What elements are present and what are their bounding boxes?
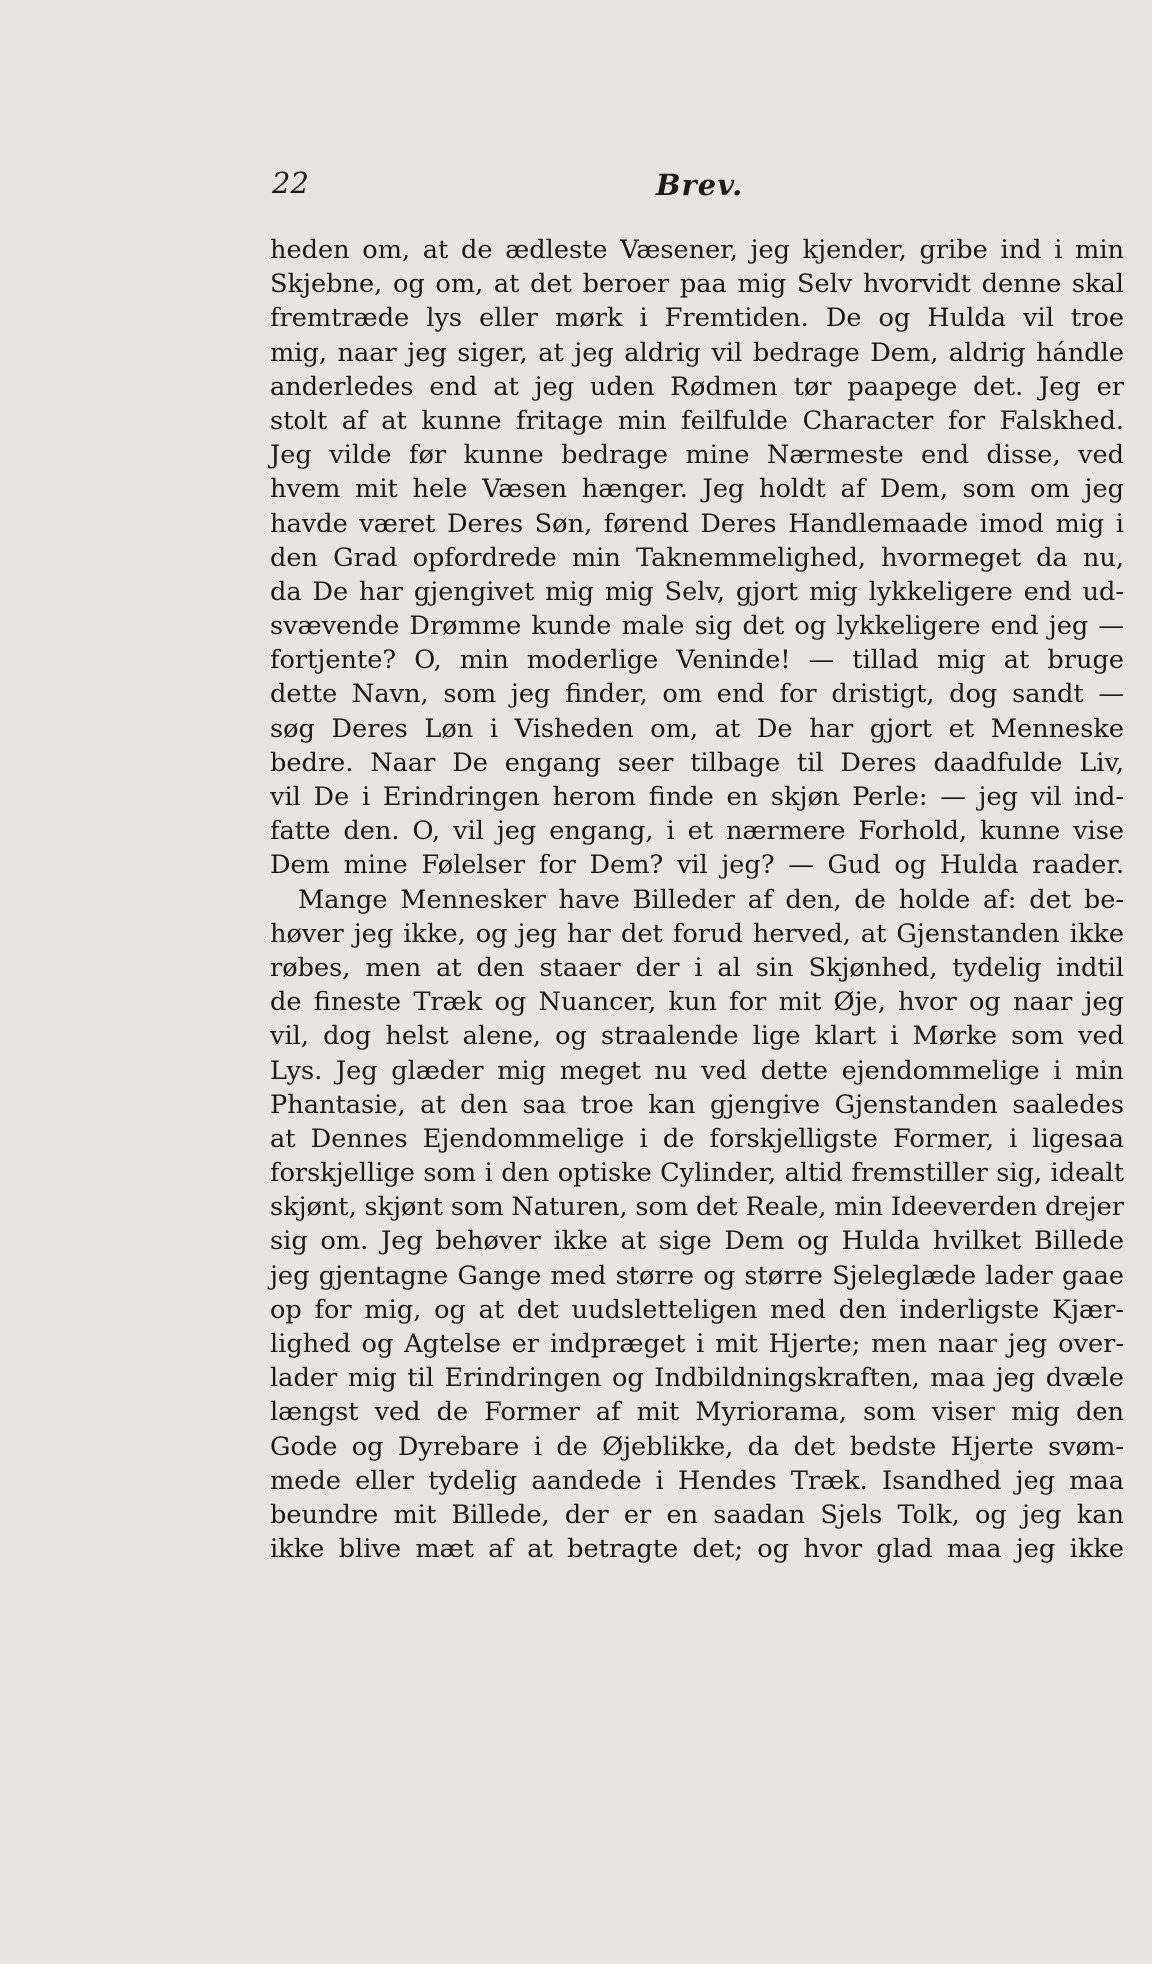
text-line: vil De i Erindringen herom finde en skjøn Perle: — jeg vil ind- bbox=[270, 782, 1124, 812]
text-line: Phantasie, at den saa troe kan gjengive Gjenstanden saaledes bbox=[270, 1089, 1124, 1120]
text-line: Dem mine Følelser for Dem? vil jeg? — Gud og Hulda raader. bbox=[270, 850, 1124, 881]
text-line: at Dennes Ejendommelige i de forskjelligste Former, i ligesaa bbox=[270, 1123, 1124, 1154]
text-line: svævende Drømme kunde male sig det og lykkeligere end jeg — bbox=[270, 611, 1124, 642]
body-text bbox=[270, 233, 1124, 1566]
text-line: Gode og Dyrebare i de Øjeblikke, da det bedste Hjerte svøm- bbox=[270, 1431, 1124, 1462]
paragraph bbox=[270, 233, 1124, 883]
text-line: hvem mit hele Væsen hænger. Jeg holdt af Dem, som om jeg bbox=[270, 474, 1124, 505]
text-line: lighed og Agtelse er indpræget i mit Hjerte; men naar jeg over- bbox=[270, 1329, 1124, 1359]
text-line: ikke blive mæt af at betragte det; og hvor glad maa jeg ikke bbox=[270, 1534, 1124, 1565]
text-line: fortjente? O, min moderlige Veninde! — tillad mig at bruge bbox=[270, 645, 1124, 676]
text-line: Mange Mennesker have Billeder af den, de holde af: det be- bbox=[298, 884, 1124, 915]
text-line: heden om, at de ædleste Væsener, jeg kjender, gribe ind i min bbox=[270, 235, 1124, 265]
running-head: Brev. bbox=[656, 168, 744, 202]
text-line: den Grad opfordrede min Taknemmelighed, hvormeget da nu, bbox=[270, 542, 1124, 573]
text-line: Lys. Jeg glæder mig meget nu ved dette ejendommelige i min bbox=[270, 1055, 1124, 1086]
text-line: jeg gjentagne Gange med større og større Sjeleglæde lader gaae bbox=[270, 1260, 1124, 1291]
text-line: lader mig til Erindringen og Indbildningskraften, maa jeg dvæle bbox=[270, 1363, 1124, 1394]
text-line: længst ved de Former af mit Myriorama, som viser mig den bbox=[270, 1397, 1124, 1428]
text-line: sig om. Jeg behøver ikke at sige Dem og Hulda hvilket Billede bbox=[270, 1226, 1124, 1257]
text-line: de fineste Træk og Nuancer, kun for mit Øje, hvor og naar jeg bbox=[270, 987, 1124, 1018]
text-line: høver jeg ikke, og jeg har det forud herved, at Gjenstanden ikke bbox=[270, 918, 1124, 949]
text-line: mede eller tydelig aandede i Hendes Træk. Isandhed jeg maa bbox=[270, 1465, 1124, 1496]
text-line: skjønt, skjønt som Naturen, som det Reale, min Ideeverden drejer bbox=[270, 1192, 1124, 1223]
paragraph bbox=[270, 883, 1124, 1567]
text-line: da De har gjengivet mig mig Selv, gjort mig lykkeligere end ud- bbox=[270, 576, 1124, 607]
page-header bbox=[272, 162, 1138, 212]
text-line: vil, dog helst alene, og straalende lige klart i Mørke som ved bbox=[270, 1021, 1124, 1052]
text-line: bedre. Naar De engang seer tilbage til Deres daadfulde Liv, bbox=[270, 747, 1124, 778]
text-line: forskjellige som i den optiske Cylinder, altid fremstiller sig, idealt bbox=[270, 1158, 1124, 1189]
text-line: søg Deres Løn i Visheden om, at De har gjort et Menneske bbox=[270, 713, 1124, 744]
text-line: beundre mit Billede, der er en saadan Sjels Tolk, og jeg kan bbox=[270, 1499, 1124, 1530]
text-line: fremtræde lys eller mørk i Fremtiden. De og Hulda vil troe bbox=[270, 303, 1124, 334]
text-line: dette Navn, som jeg finder, om end for dristigt, dog sandt — bbox=[270, 679, 1124, 710]
text-line: Jeg vilde før kunne bedrage mine Nærmeste end disse, ved bbox=[270, 440, 1124, 471]
text-line: mig, naar jeg siger, at jeg aldrig vil bedrage Dem, aldrig hándle bbox=[270, 337, 1124, 368]
text-line: fatte den. O, vil jeg engang, i et nærmere Forhold, kunne vise bbox=[270, 816, 1124, 847]
text-line: op for mig, og at det uudsletteligen med den inderligste Kjær- bbox=[270, 1294, 1124, 1325]
text-line: havde været Deres Søn, førend Deres Handlemaade imod mig i bbox=[270, 508, 1124, 539]
text-line: stolt af at kunne fritage min feilfulde Character for Falskhed. bbox=[270, 405, 1124, 436]
text-line: anderledes end at jeg uden Rødmen tør paapege det. Jeg er bbox=[270, 371, 1124, 402]
page-number: 22 bbox=[272, 166, 309, 200]
text-line: røbes, men at den staaer der i al sin Skjønhed, tydelig indtil bbox=[270, 952, 1124, 983]
text-line: Skjebne, og om, at det beroer paa mig Selv hvorvidt denne skal bbox=[270, 269, 1124, 300]
